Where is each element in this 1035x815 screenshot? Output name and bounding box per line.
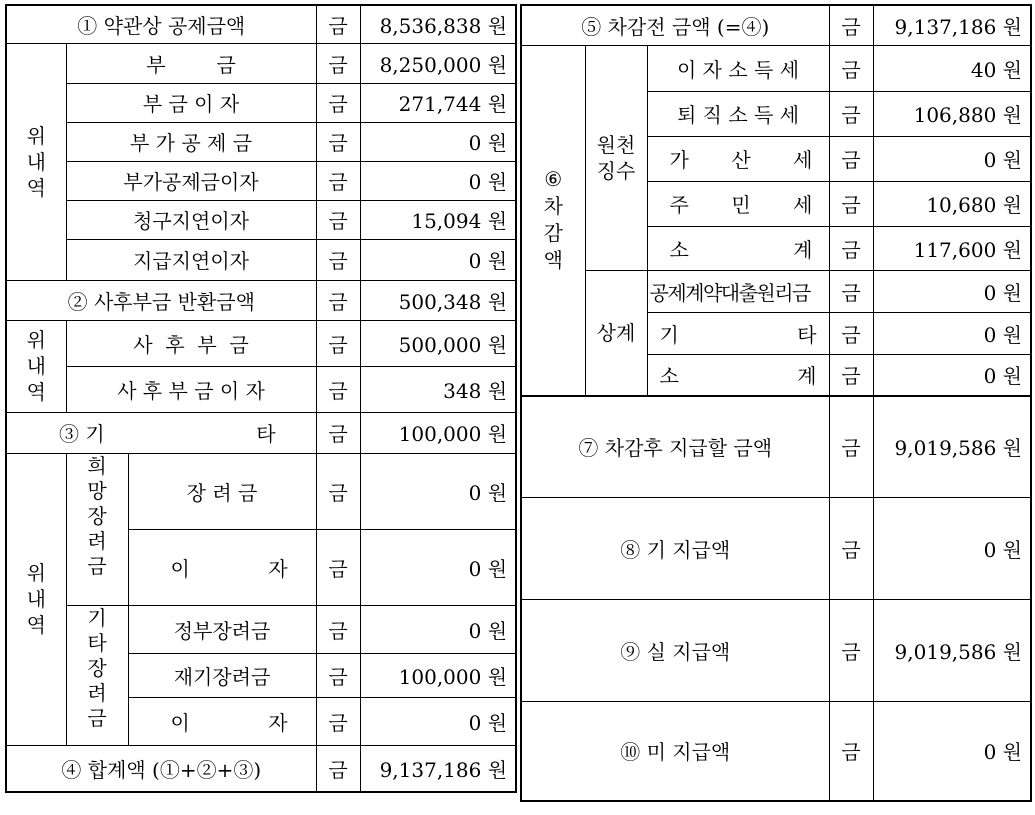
currency-mark: 금 — [316, 320, 360, 366]
item-label: 퇴 직 소 득 세 — [647, 91, 829, 136]
row-other — [6, 412, 516, 453]
label-withholding: 원천 징수 — [585, 45, 647, 270]
currency-mark: 금 — [316, 280, 360, 320]
item-label: 정부장려금 — [128, 605, 316, 653]
label-part: 세 — [793, 193, 813, 217]
currency-mark: 금 — [316, 5, 360, 43]
item-label: 장 려 금 — [128, 453, 316, 529]
item-value: 15,094 원 — [360, 200, 516, 239]
label-part: 자 — [268, 556, 288, 581]
item-value: 0 원 — [873, 270, 1031, 312]
item-label: 부 금 — [66, 43, 316, 83]
label-other-b: 타 — [256, 422, 276, 446]
currency-mark: 금 — [829, 312, 873, 354]
item-value: 0 원 — [360, 239, 516, 280]
value-already-paid: 0 원 — [873, 497, 1031, 599]
item-value: 271,744 원 — [360, 83, 516, 122]
item-value: 0 원 — [873, 354, 1031, 396]
currency-mark: 금 — [829, 136, 873, 181]
item-value: 100,000 원 — [360, 653, 516, 697]
currency-mark: 금 — [316, 239, 360, 280]
label-breakdown: 위 내 역 — [6, 453, 66, 745]
currency-mark: 금 — [316, 366, 360, 412]
item-value: 10,680 원 — [873, 181, 1031, 226]
right-deduction-table — [520, 4, 1032, 802]
item-label: 청구지연이자 — [66, 200, 316, 239]
label-part: 세 — [793, 148, 813, 172]
item-value: 0 원 — [873, 312, 1031, 354]
label-part: 소 — [659, 364, 679, 389]
label-pre-deduction: ⑤ 차감전 금액 (=④) — [521, 5, 829, 45]
currency-mark: 금 — [316, 653, 360, 697]
label-part: 기 — [659, 322, 679, 347]
label-part: 주 — [669, 193, 689, 217]
value-contract-deduction: 8,536,838 원 — [360, 5, 516, 43]
value-actual-paid: 9,019,586 원 — [873, 599, 1031, 701]
item-label — [647, 226, 829, 270]
label-part: 산 — [731, 148, 751, 172]
row-unpaid — [521, 701, 1031, 801]
row-actual-paid — [521, 599, 1031, 701]
currency-mark: 금 — [316, 697, 360, 745]
item-label: 부가공제금이자 — [66, 161, 316, 200]
item-value: 106,880 원 — [873, 91, 1031, 136]
item-value: 0 원 — [360, 161, 516, 200]
item-label — [647, 354, 829, 396]
label-part: 소 — [669, 237, 689, 262]
label-other-a: ③ 기 — [59, 422, 105, 446]
item-value: 0 원 — [360, 453, 516, 529]
value-after-deduction: 9,019,586 원 — [873, 396, 1031, 497]
item-label — [647, 136, 829, 181]
label-part: 이 — [170, 710, 190, 735]
item-label: 부 금 이 자 — [66, 83, 316, 122]
row-already-paid — [521, 497, 1031, 599]
item-value: 0 원 — [360, 605, 516, 653]
item-label — [128, 529, 316, 605]
label-after-deduction: ⑦ 차감후 지급할 금액 — [521, 396, 829, 497]
currency-mark: 금 — [829, 270, 873, 312]
label-part: 자 — [268, 710, 288, 735]
label-total: ④ 합계액 (①+②+③) — [6, 745, 316, 792]
item-label: 부 가 공 제 금 — [66, 122, 316, 161]
currency-mark: 금 — [316, 605, 360, 653]
label-other — [6, 412, 316, 453]
label-part: 민 — [731, 193, 751, 217]
label-post-payment-refund: ② 사후부금 반환금액 — [6, 280, 316, 320]
currency-mark: 금 — [316, 122, 360, 161]
currency-mark: 금 — [829, 181, 873, 226]
currency-mark: 금 — [829, 396, 873, 497]
label-part: 계 — [793, 237, 813, 262]
currency-mark: 금 — [316, 745, 360, 792]
label-actual-paid: ⑨ 실 지급액 — [521, 599, 829, 701]
item-value: 0 원 — [360, 529, 516, 605]
item-value: 0 원 — [873, 136, 1031, 181]
item-label: 공제계약대출원리금 — [647, 270, 829, 312]
value-total: 9,137,186 원 — [360, 745, 516, 792]
label-part: 이 — [170, 556, 190, 581]
currency-mark: 금 — [829, 354, 873, 396]
currency-mark: 금 — [316, 453, 360, 529]
item-label: 지급지연이자 — [66, 239, 316, 280]
label-breakdown: 위 내 역 — [6, 320, 66, 412]
item-value: 8,250,000 원 — [360, 43, 516, 83]
currency-mark: 금 — [829, 497, 873, 599]
label-breakdown: 위 내 역 — [6, 43, 66, 280]
currency-mark: 금 — [829, 45, 873, 91]
item-label: 사 후 부 금 이 자 — [66, 366, 316, 412]
item-label — [647, 312, 829, 354]
label-part: 계 — [797, 364, 817, 389]
currency-mark: 금 — [829, 5, 873, 45]
currency-mark: 금 — [316, 200, 360, 239]
item-label: 재기장려금 — [128, 653, 316, 697]
row-post-payment-refund — [6, 280, 516, 320]
label-unpaid: ⑩ 미 지급액 — [521, 701, 829, 801]
currency-mark: 금 — [829, 91, 873, 136]
item-value: 117,600 원 — [873, 226, 1031, 270]
item-label: 이 자 소 득 세 — [647, 45, 829, 91]
row-total — [6, 745, 516, 792]
label-already-paid: ⑧ 기 지급액 — [521, 497, 829, 599]
currency-mark: 금 — [829, 226, 873, 270]
item-value: 40 원 — [873, 45, 1031, 91]
item-label: 사 후 부 금 — [66, 320, 316, 366]
label-offset: 상계 — [585, 270, 647, 396]
currency-mark: 금 — [316, 412, 360, 453]
label-part: 가 — [669, 148, 689, 172]
row-pre-deduction — [521, 5, 1031, 45]
label-deduction: ⑥ 차 감 액 — [521, 45, 585, 396]
label-part: 타 — [797, 322, 817, 347]
value-post-payment-refund: 500,348 원 — [360, 280, 516, 320]
currency-mark: 금 — [829, 701, 873, 801]
row-after-deduction — [521, 396, 1031, 497]
currency-mark: 금 — [316, 43, 360, 83]
left-payment-table — [5, 4, 517, 793]
item-value: 348 원 — [360, 366, 516, 412]
item-value: 0 원 — [360, 122, 516, 161]
item-value: 500,000 원 — [360, 320, 516, 366]
value-pre-deduction: 9,137,186 원 — [873, 5, 1031, 45]
currency-mark: 금 — [316, 529, 360, 605]
label-contract-deduction: ① 약관상 공제금액 — [6, 5, 316, 43]
item-value: 0 원 — [360, 697, 516, 745]
label-other-incentive: 기 타 장 려 금 — [66, 605, 128, 745]
label-hope-incentive: 희 망 장 려 금 — [66, 453, 128, 605]
value-unpaid: 0 원 — [873, 701, 1031, 801]
row-contract-deduction — [6, 5, 516, 43]
item-label — [647, 181, 829, 226]
currency-mark: 금 — [316, 161, 360, 200]
item-label — [128, 697, 316, 745]
currency-mark: 금 — [829, 599, 873, 701]
currency-mark: 금 — [316, 83, 360, 122]
value-other: 100,000 원 — [360, 412, 516, 453]
